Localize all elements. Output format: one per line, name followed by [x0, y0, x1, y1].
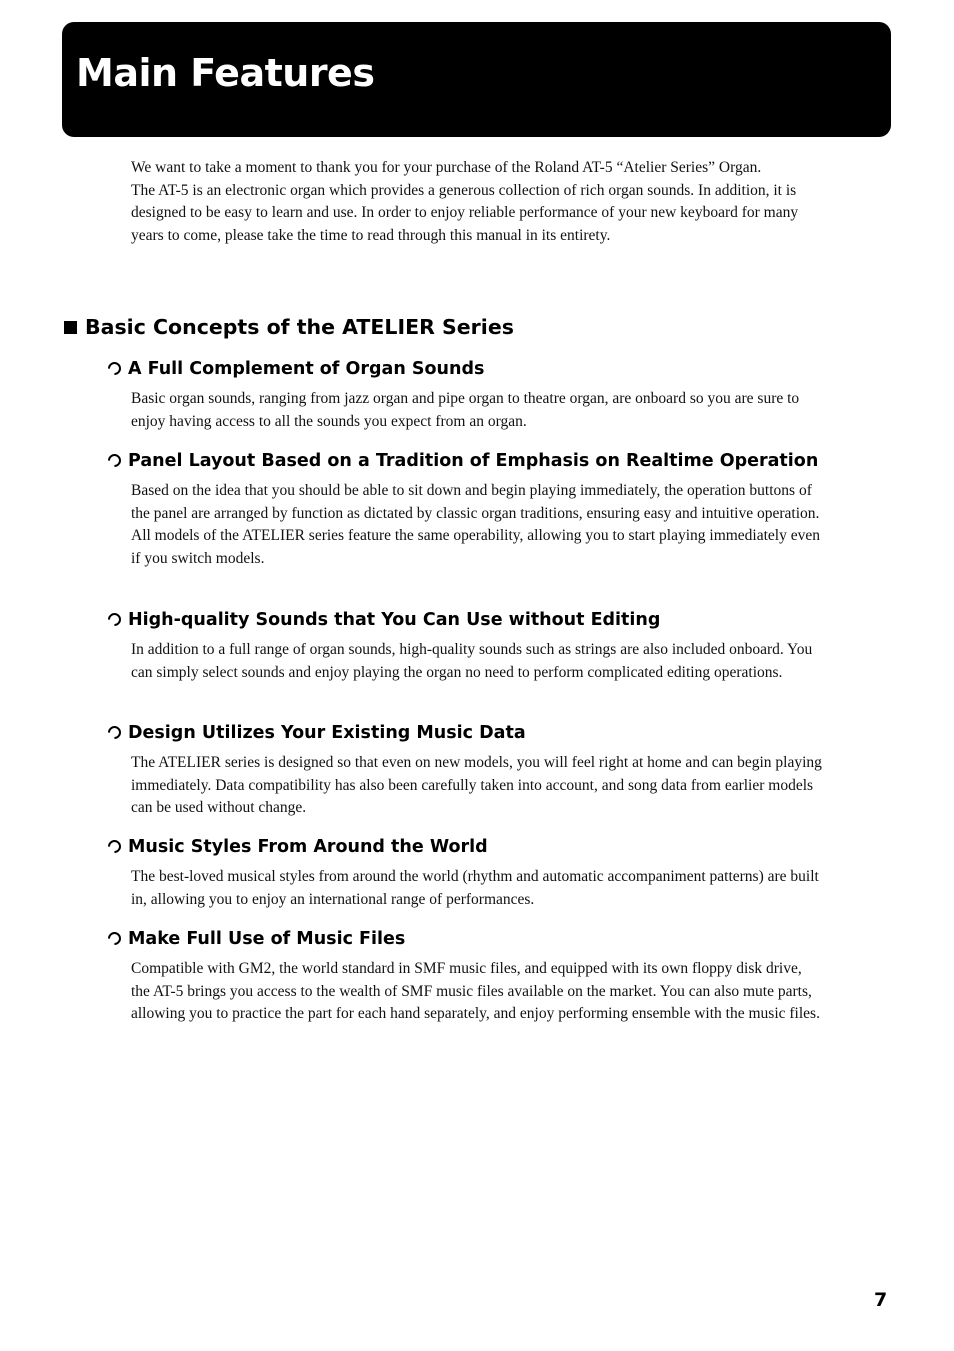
subsection-body: Compatible with GM2, the world standard in SMF music files, and equipped with its own floppy disk drive, the AT-5 brings you access to the wealth of SMF music files available on the market. You can also mute parts, allowing you to practice the part for each hand separately, and enjoy performing ensemble with the music files. [131, 960, 820, 1022]
subsection [108, 928, 828, 1026]
circle-bullet-icon [105, 723, 123, 741]
page-title: Main Features [76, 51, 375, 95]
subsection [108, 722, 828, 820]
subsection-body: In addition to a full range of organ sounds, high-quality sounds such as strings are also included onboard. You can simply select sounds and enjoy playing the organ no need to perform complicated editing operations. [131, 641, 813, 681]
subsection-body: The best-loved musical styles from around the world (rhythm and automatic accompaniment patterns) are built in, allowing you to enjoy an international range of performances. [131, 868, 819, 908]
subsection-heading-text: Make Full Use of Music Files [128, 929, 406, 949]
subsection [108, 836, 828, 911]
section-heading-text: Basic Concepts of the ATELIER Series [85, 315, 514, 339]
circle-bullet-icon [105, 837, 123, 855]
subsection [108, 450, 828, 570]
circle-bullet-icon [105, 929, 123, 947]
subsection [108, 609, 828, 684]
subsection-heading-text: Music Styles From Around the World [128, 837, 488, 857]
intro [131, 157, 831, 247]
circle-bullet-icon [105, 451, 123, 469]
subsection [108, 358, 828, 433]
subsection-heading [108, 358, 828, 380]
subsection-heading-text: Design Utilizes Your Existing Music Data [128, 723, 526, 743]
subsection-heading-text: Panel Layout Based on a Tradition of Emphasis on Realtime Operation [128, 451, 819, 471]
section-heading [64, 313, 514, 341]
black-square-icon [64, 321, 77, 334]
subsection-heading [108, 450, 828, 472]
circle-bullet-icon [105, 610, 123, 628]
subsection-body: The ATELIER series is designed so that even on new models, you will feel right at home and can begin playing immediately. Data compatibility has also been carefully taken into account, and song data from earlier models can be used without change. [131, 754, 822, 816]
page-number: 7 [874, 1289, 888, 1311]
subsection-heading [108, 928, 828, 950]
subsection-heading-text: High-quality Sounds that You Can Use without Editing [128, 610, 661, 630]
subsection-heading [108, 722, 828, 744]
subsection-heading [108, 836, 828, 858]
circle-bullet-icon [105, 359, 123, 377]
title-bar [62, 22, 891, 137]
subsection-body: Basic organ sounds, ranging from jazz organ and pipe organ to theatre organ, are onboard so you are sure to enjoy having access to all the sounds you expect from an organ. [131, 390, 800, 430]
intro-paragraph: The AT-5 is an electronic organ which provides a generous collection of rich organ sounds. In addition, it is designed to be easy to learn and use. In order to enjoy reliable performance of your new keyboard for many years to come, please take the time to read through this manual in its entirety. [131, 181, 799, 244]
subsection-heading [108, 609, 828, 631]
intro-paragraph: We want to take a moment to thank you for your purchase of the Roland AT-5 “Atelier Series” Organ. [131, 159, 762, 176]
subsection-body: Based on the idea that you should be able to sit down and begin playing immediately, the operation buttons of the panel are arranged by function as dictated by classic organ traditions, ensuring easy and intuitive operation. All models of the ATELIER series feature the same operability, allowing you to start playing immediately even if you switch models. [131, 482, 820, 567]
subsection-heading-text: A Full Complement of Organ Sounds [128, 359, 485, 379]
